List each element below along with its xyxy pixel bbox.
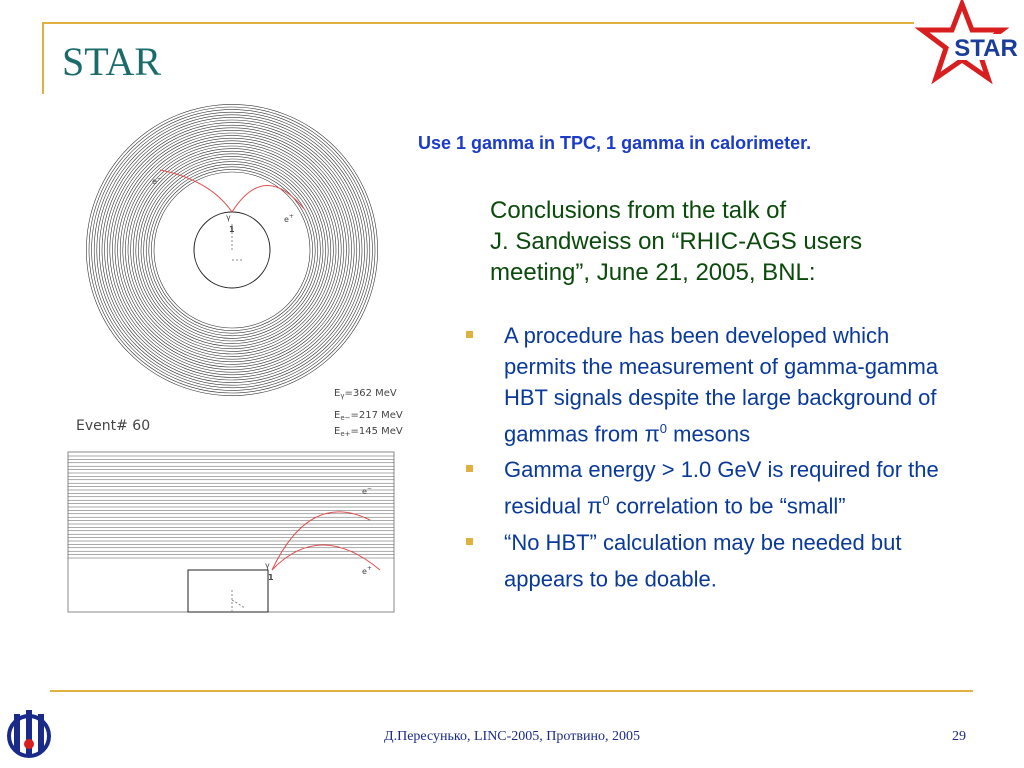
bullet-marker xyxy=(466,331,473,338)
conclusions-line-1: Conclusions from the talk of xyxy=(490,197,787,224)
conclusions-line-2: J. Sandweiss on “RHIC-AGS users meeting”, June 21, 2005, BNL: xyxy=(490,228,863,286)
bullet-item-1: A procedure has been developed which permits the measurement of gamma-gamma HBT signals despite the large background of gammas from $\pi^0$ mesons xyxy=(466,320,946,449)
bullet-item-2: Gamma energy > 1.0 GeV is required for the residual $\pi^0$ correlation to be “small” xyxy=(466,454,946,521)
e-minus-track xyxy=(160,170,232,212)
tpc-ring xyxy=(97,115,367,385)
e-plus-track xyxy=(232,185,305,212)
energy-gamma: $E_\gamma=362$ MeV xyxy=(334,388,397,400)
bullet-marker xyxy=(466,538,473,545)
inner-detector-box xyxy=(188,570,268,612)
event-display-figure xyxy=(60,100,420,620)
bullet-item-3: “No HBT” calculation may be needed but appears to be doable. xyxy=(466,527,946,594)
slide-title: STAR xyxy=(62,39,162,84)
bullet-list xyxy=(466,320,946,599)
gamma-label: γ xyxy=(226,213,231,222)
e-minus-label: e− xyxy=(152,175,162,186)
event-label: Event# 60 xyxy=(76,418,151,434)
tpc-layers-side xyxy=(68,456,394,558)
one-label-side: 1 xyxy=(268,573,274,582)
energy-eplus: $E_{e+}=145$ MeV xyxy=(334,426,403,438)
e-plus-label: e+ xyxy=(284,213,294,224)
e-minus-label-side: e− xyxy=(362,485,372,496)
slide-subtitle: Use 1 gamma in TPC, 1 gamma in calorimeter. xyxy=(418,133,812,153)
page-number: 29 xyxy=(952,729,966,744)
title-accent-line-vertical xyxy=(42,22,44,94)
star-logo-icon xyxy=(912,0,1024,84)
e-plus-label-side: e+ xyxy=(362,565,372,576)
energy-eminus: $E_{e-}=217$ MeV xyxy=(334,410,403,422)
footer-text: Д.Пересунько, LINC-2005, Протвино, 2005 xyxy=(384,729,640,744)
bullet-marker xyxy=(466,465,473,472)
gamma-label-side: γ xyxy=(265,561,270,570)
star-logo-text: STAR xyxy=(954,35,1018,62)
conclusions-intro xyxy=(490,195,960,288)
title-accent-line-horizontal xyxy=(42,22,914,24)
footer-accent-line xyxy=(50,690,973,692)
one-label: 1 xyxy=(229,225,235,234)
